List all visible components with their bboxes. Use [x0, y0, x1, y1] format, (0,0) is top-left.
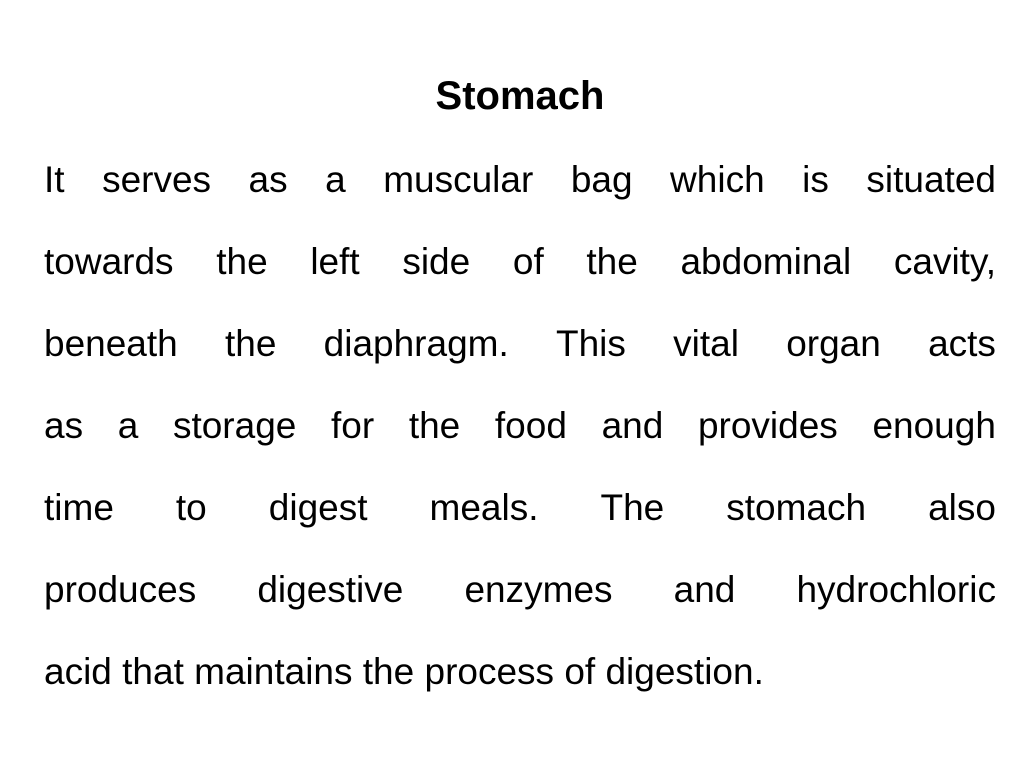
- word: bag: [570, 159, 633, 200]
- word: left: [310, 241, 360, 282]
- body-line-4: [44, 404, 996, 448]
- body-line-6: [44, 568, 996, 612]
- word: which: [670, 159, 765, 200]
- word: as: [248, 159, 288, 200]
- word: This: [556, 323, 626, 364]
- word: It: [44, 159, 65, 200]
- word: as: [44, 405, 84, 446]
- word: abdominal: [680, 241, 852, 282]
- word: a: [325, 159, 346, 200]
- word: a: [117, 405, 139, 446]
- word: side: [402, 241, 471, 282]
- word: provides: [697, 405, 838, 446]
- word: produces: [44, 569, 197, 610]
- word: the: [216, 241, 268, 282]
- word: diaphragm.: [323, 323, 509, 364]
- word: also: [928, 487, 996, 528]
- slide-title: Stomach: [435, 74, 605, 118]
- body-line-3: [44, 322, 996, 366]
- word: food: [494, 405, 567, 446]
- word: and: [673, 569, 736, 610]
- word: meals.: [429, 487, 539, 528]
- word: beneath: [44, 323, 178, 364]
- word: and: [601, 405, 664, 446]
- word: the: [408, 405, 461, 446]
- body-line-7: acid that maintains the process of digestion.: [44, 651, 764, 692]
- word: hydrochloric: [796, 569, 996, 610]
- body-line-2: [44, 240, 996, 284]
- word: is: [802, 159, 829, 200]
- word: digestive: [257, 569, 404, 610]
- word: of: [512, 241, 544, 282]
- word: storage: [172, 405, 297, 446]
- word: for: [331, 405, 375, 446]
- word: enough: [872, 405, 996, 446]
- body-line-5: [44, 486, 996, 530]
- word: stomach: [726, 487, 867, 528]
- word: time: [44, 487, 114, 528]
- word: organ: [786, 323, 881, 364]
- word: The: [600, 487, 665, 528]
- word: situated: [866, 159, 996, 200]
- word: cavity,: [893, 241, 996, 282]
- word: vital: [673, 323, 739, 364]
- word: towards: [44, 241, 174, 282]
- word: the: [224, 323, 277, 364]
- word: muscular: [383, 159, 534, 200]
- word: to: [175, 487, 207, 528]
- word: digest: [268, 487, 368, 528]
- body-line-1: [44, 158, 996, 202]
- word: acts: [928, 323, 996, 364]
- word: the: [586, 241, 638, 282]
- word: serves: [102, 159, 212, 200]
- word: enzymes: [464, 569, 613, 610]
